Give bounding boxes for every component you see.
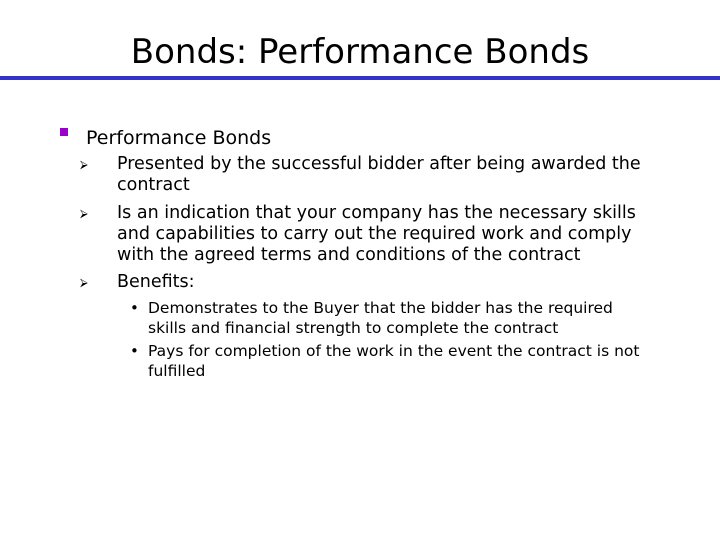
bullet-level3-text: Pays for completion of the work in the event the contract is not fulfilled <box>148 342 640 380</box>
dot-bullet-icon: • <box>130 299 139 317</box>
bullet-level2-text: Presented by the successful bidder after being awarded the contract <box>117 154 641 195</box>
bullet-level3-item <box>130 298 690 338</box>
bullet-level2-item <box>80 203 660 266</box>
bullet-level1-text: Performance Bonds <box>86 127 272 149</box>
bullet-level3-item <box>130 341 690 381</box>
slide-title: Bonds: Performance Bonds <box>130 32 590 72</box>
bullet-level2-text: Is an indication that your company has the necessary skills and capabilities to carry out the required work and comply with the agreed terms and conditions of the contract <box>117 203 636 265</box>
square-bullet-icon <box>60 128 68 136</box>
bullet-level3-text: Demonstrates to the Buyer that the bidder has the required skills and financial strength to complete the contract <box>148 299 613 337</box>
title-divider <box>0 76 720 80</box>
bullet-level2-item <box>80 272 660 293</box>
arrow-bullet-icon: ⮚ <box>80 207 88 220</box>
bullet-level2-item <box>80 154 660 196</box>
arrow-bullet-icon: ⮚ <box>80 158 88 171</box>
bullet-level2-text: Benefits: <box>117 272 195 292</box>
arrow-bullet-icon: ⮚ <box>80 276 88 289</box>
dot-bullet-icon: • <box>130 342 139 360</box>
